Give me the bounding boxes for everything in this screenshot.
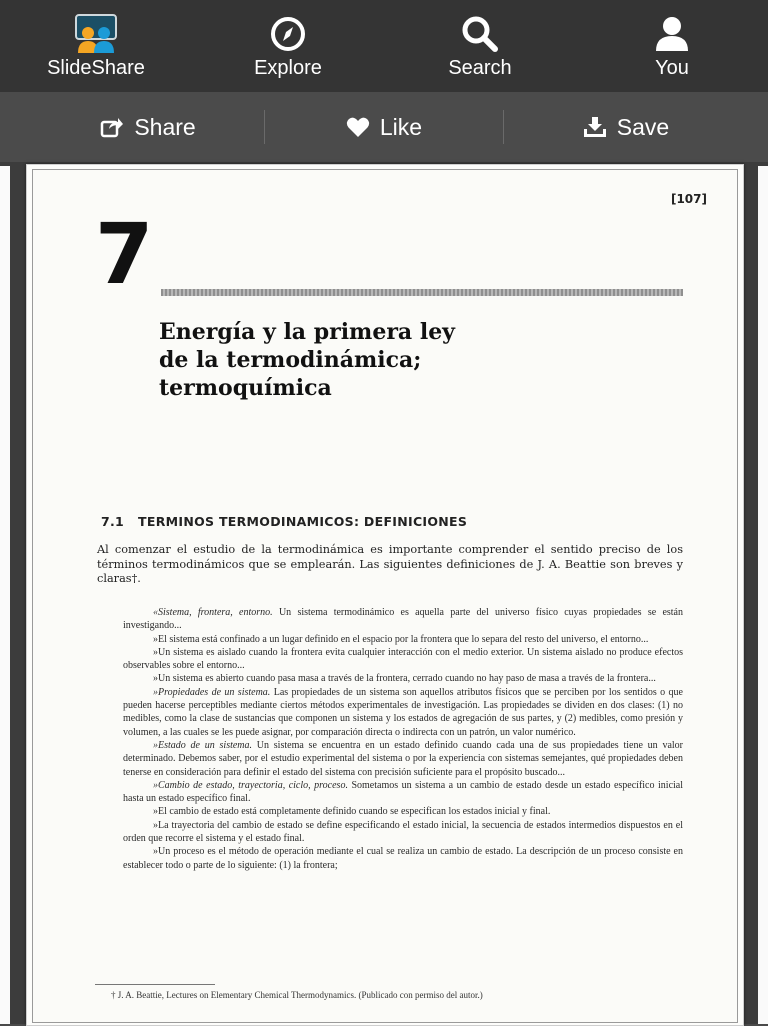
quote-paragraph: »La trayectoria del cambio de estado se define especificando el estado inicial, la secuencia de estados intermedios dispuestos en el orden que recorre el sistema y el estado final. — [123, 819, 683, 845]
quote-paragraph: »Un sistema es abierto cuando pasa masa a través de la frontera, cerrado cuando no hay paso de masa a través de la frontera... — [153, 673, 656, 685]
action-bar — [0, 92, 768, 162]
nav-you[interactable] — [576, 0, 768, 92]
user-icon — [576, 12, 768, 56]
quote-paragraph: »Un sistema es aislado cuando la frontera evita cualquier interacción con el medio exterior. Un sistema aislado no produce efectos observables sobre el entorno... — [123, 646, 683, 672]
nav-slideshare-label: SlideShare — [47, 57, 145, 79]
quote-paragraph: »Cambio de estado, trayectoria, ciclo, proceso. Sometamos un sistema a un cambio de estado desde un estado específico inicial hasta un estado específico final. — [123, 779, 684, 805]
share-label: Share — [134, 113, 196, 140]
search-icon — [384, 12, 576, 56]
section-title: TERMINOS TERMODINAMICOS: DEFINICIONES — [138, 514, 468, 529]
next-slide-edge[interactable] — [758, 166, 768, 1024]
nav-slideshare[interactable] — [0, 0, 192, 92]
quoted-definitions — [123, 606, 683, 872]
heart-icon — [346, 116, 370, 138]
quote-lead: »Cambio de estado, trayectoria, ciclo, proceso. — [153, 779, 348, 791]
quote-paragraph: «Sistema, frontera, entorno. Un sistema termodinámico es aquella parte del universo físico cuyas propiedades se están investigando... — [123, 607, 683, 632]
chapter-title-line: de la termodinámica; — [159, 347, 422, 373]
quote-paragraph: »Estado de un sistema. Un sistema se encuentra en un estado definido cuando cada una de sus propiedades tiene un valor determinado. Debemos saber, por el estudio experimental del sistema o por la experiencia con sistemas semejantes, qué propiedades deben tenerse en consideración para definir el estado del sistema con precisión suficiente para el propósito buscado... — [123, 739, 683, 778]
chapter-title-line: Energía y la primera ley — [159, 319, 455, 345]
section-heading — [101, 514, 467, 529]
download-icon — [583, 116, 607, 138]
nav-search-label: Search — [448, 57, 512, 79]
chapter-rule — [161, 289, 683, 296]
scanned-page — [32, 169, 738, 1023]
chapter-title-line: termoquímica — [159, 375, 332, 401]
chapter-title — [159, 318, 679, 402]
nav-explore[interactable] — [192, 0, 384, 92]
page-number: [107] — [670, 192, 707, 206]
chapter-number: 7 — [95, 205, 154, 303]
like-button[interactable] — [256, 92, 512, 162]
top-navigation — [0, 0, 768, 92]
footnote: † J. A. Beattie, Lectures on Elementary Chemical Thermodynamics. (Publicado con permiso del autor.) — [111, 990, 483, 1000]
quote-lead: »Estado de un sistema. — [153, 739, 253, 751]
quote-paragraph: »Propiedades de un sistema. Las propiedades de un sistema son aquellos atributos físicos que se perciben por los sentidos o que pueden hacerse perceptibles mediante ciertos métodos experimentales de investigación. Las propiedades se dividen en dos clases: (1) no medibles, como la clase de sustancias que componen un sistema y los estados de agregación de sus partes, y (2) medibles, como presión y volumen, a las cuales se les puede asignar, por comparación directa o indirecta con un patrón, un valor numérico. — [123, 686, 683, 738]
quote-lead: »Propiedades de un sistema. — [153, 686, 271, 698]
like-label: Like — [379, 113, 423, 140]
share-icon — [100, 116, 124, 138]
save-button[interactable] — [498, 92, 754, 162]
intro-paragraph: Al comenzar el estudio de la termodinámica es importante comprender el sentido preciso de los términos termodinámicos que se emplearán. Las siguientes definiciones de J. A. Beattie son breves y claras†. — [97, 543, 683, 585]
slideshare-logo-icon — [0, 12, 192, 56]
document-slide[interactable] — [26, 164, 744, 1026]
quote-paragraph: »El cambio de estado está completamente definido cuando se especifican los estados inicial y final. — [153, 806, 551, 818]
share-button[interactable] — [20, 92, 276, 162]
footnote-rule — [95, 984, 215, 985]
previous-slide-edge[interactable] — [0, 166, 10, 1024]
save-label: Save — [616, 113, 670, 140]
nav-you-label: You — [655, 57, 689, 79]
nav-explore-label: Explore — [254, 57, 322, 79]
quote-paragraph: »El sistema está confinado a un lugar definido en el espacio por la frontera que lo separa del resto del universo, el entorno... — [153, 633, 649, 645]
compass-icon — [192, 12, 384, 56]
quote-paragraph: »Un proceso es el método de operación mediante el cual se realiza un cambio de estado. La descripción de un proceso consiste en establecer todo o parte de lo siguiente: (1) la frontera; — [123, 846, 683, 871]
quote-lead: «Sistema, frontera, entorno. — [153, 607, 273, 618]
nav-search[interactable] — [384, 0, 576, 92]
section-number: 7.1 — [101, 514, 125, 529]
